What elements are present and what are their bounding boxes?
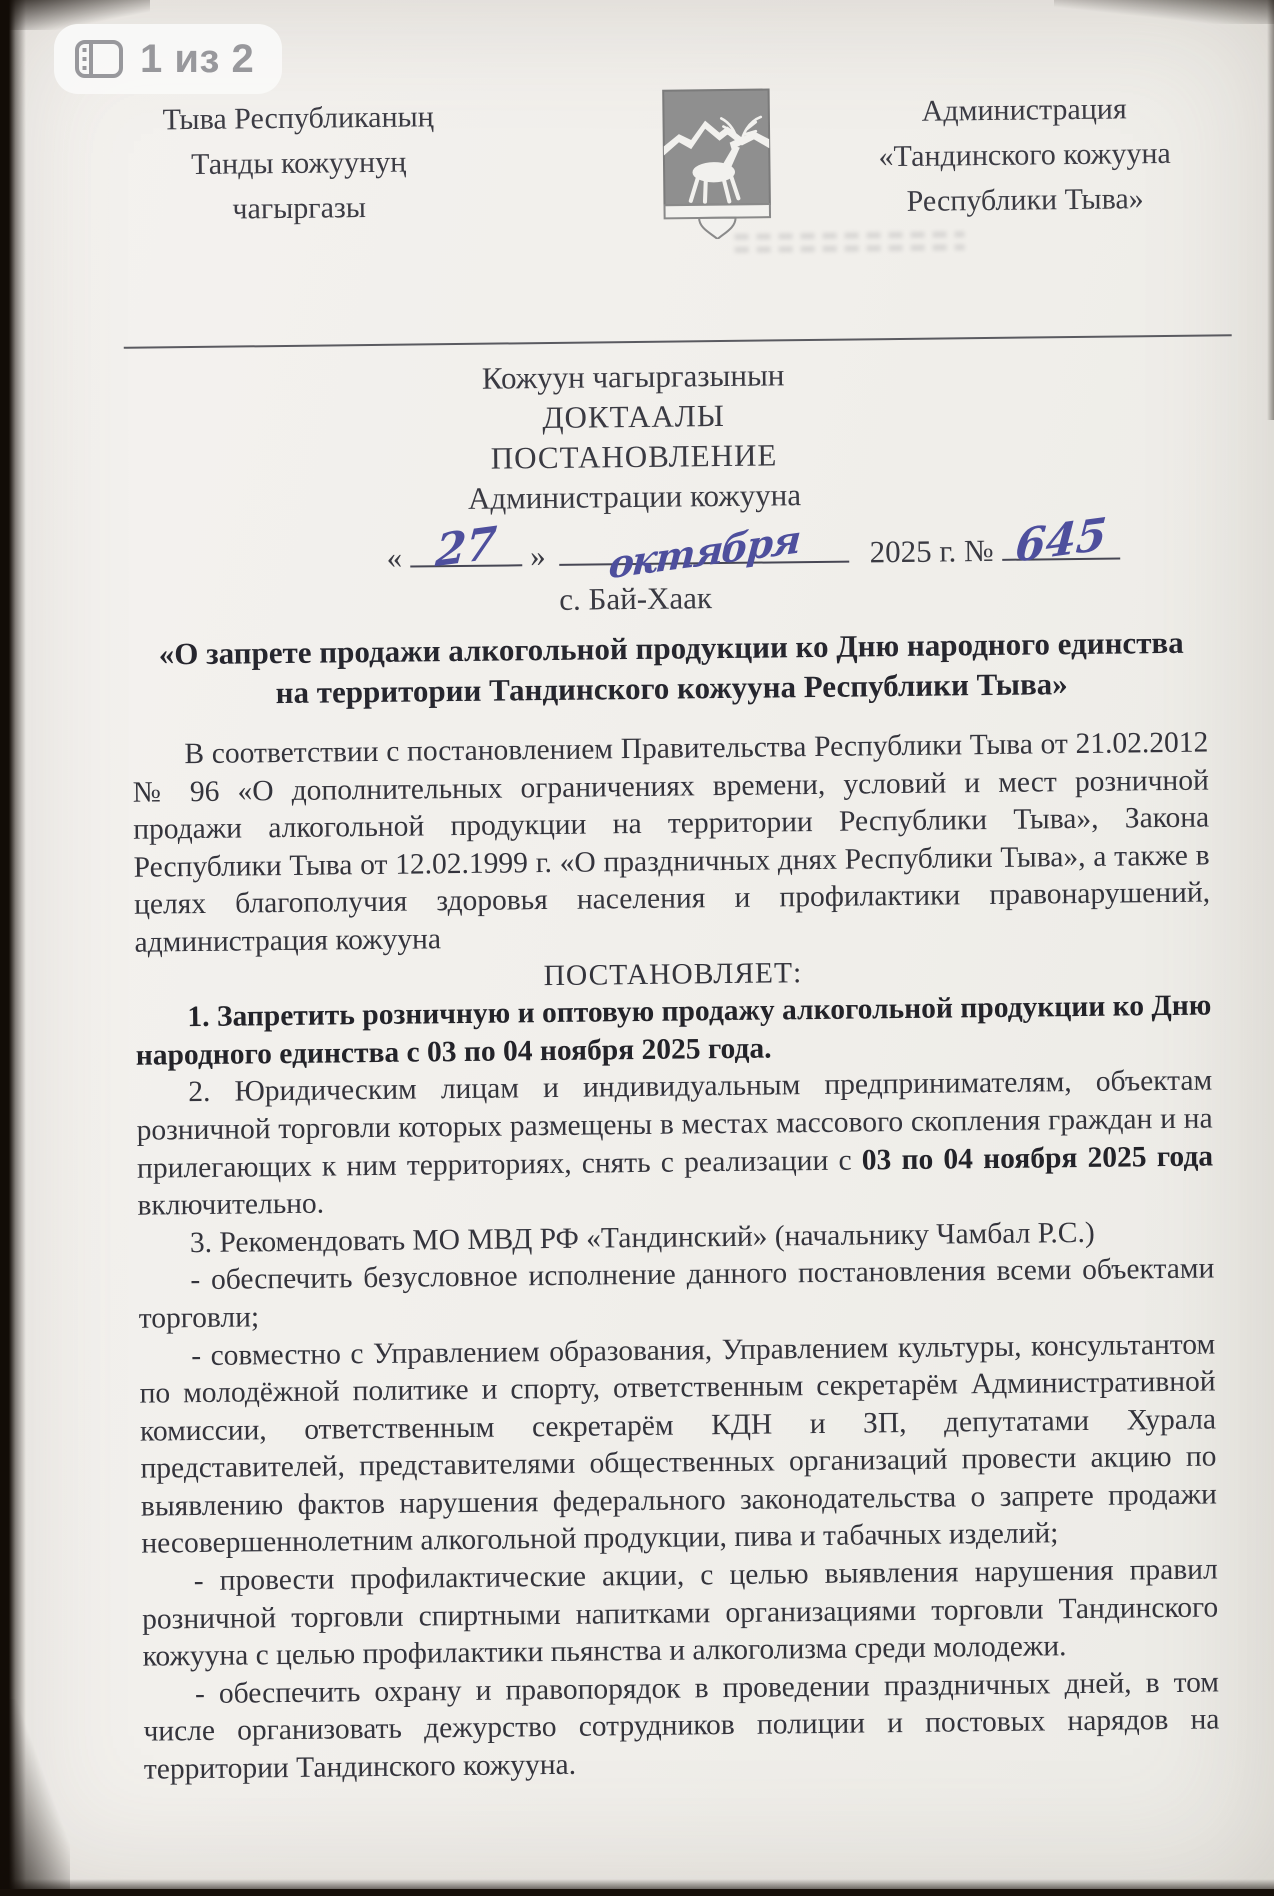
open-quote: «: [386, 539, 403, 575]
item-1: 1. Запретить розничную и оптовую продажу алкогольной продукции ко Дню народного единства с 03 по 04 ноября 2025 года.: [135, 989, 1212, 1072]
subitem-3: - провести профилактические акции, с целью выявления нарушения правил розничной торговли спиртными напитками организациями торговли Тандинского кожууна с целью профилактики пьянства и алкоголизма среди молодежи.: [142, 1553, 1219, 1673]
year-number-label: 2025 г. №: [869, 532, 994, 570]
item-2: [136, 1063, 1214, 1226]
shield-point: [699, 218, 736, 240]
item-2-tail: включительно.: [137, 1187, 325, 1222]
day-blank: [410, 517, 522, 578]
document-body: [132, 725, 1220, 1790]
subitem-1: - обеспечить безусловное исполнение данного постановления всеми объектами торговли;: [138, 1252, 1215, 1335]
doc-type-russian: ПОСТАНОВЛЕНИЕ: [490, 437, 778, 476]
preamble-paragraph: В соответствии с постановлением Правительства Республики Тыва от 21.02.2012 № 96 «О дополнительных ограничениях времени, условий и мест розничной продажи алкогольной продукции на территории Республики Тыва», Закона Республики Тыва от 12.02.1999 г. «О праздничных днях Республики Тыва», а также в целях благополучия здоровья населения и профилактики правонарушений, администрация кожууна: [132, 726, 1211, 959]
number-blank: [1001, 508, 1119, 573]
handwritten-day: 27: [433, 517, 499, 578]
close-quote: »: [529, 538, 546, 574]
item-2-text: 2. Юридическим лицам и индивидуальным предпринимателям, объектам розничной торговли которых размещены в местах массового скопления граждан и на прилегающих к ним территориях, снять с реализации с: [136, 1064, 1213, 1185]
letterhead-divider: [124, 334, 1232, 349]
issuer-line: Администрации кожууна: [467, 477, 802, 516]
letterhead-left-line1: Тыва Республиканың: [162, 100, 434, 137]
letterhead-right-russian: [829, 85, 1221, 224]
letterhead-left-line3: чагыргазы: [232, 191, 367, 226]
coat-of-arms-emblem: [658, 86, 776, 244]
place-line: с. Бай-Хаак: [559, 580, 713, 617]
photo-corner-bottom-left: [0, 1699, 70, 1889]
page-indicator-badge[interactable]: [54, 24, 282, 94]
letterhead-left-tuvan: [103, 94, 495, 233]
letterhead-right-line3: Республики Тыва»: [906, 182, 1144, 218]
shield-field: [663, 90, 770, 206]
subitem-2: - совместно с Управлением образования, Управлением культуры, консультантом по молодёжной политике и спорту, ответственным секретарём Административной комиссии, ответственным секретарём КДН и ЗП, депутатами Хурала представителей, представителями общественных организаций провести акцию по выявлению фактов нарушения федерального законодательства о запрете продажи несовершеннолетним алкогольной продукции, пива и табачных изделий;: [139, 1327, 1218, 1561]
doc-type-tuvan: ДОКТААЛЫ: [542, 397, 725, 436]
item-3: 3. Рекомендовать МО МВД РФ «Тандинский» (начальнику Чамбал Р.С.): [189, 1216, 1095, 1259]
item-2-bold-dates: 03 по 04 ноября 2025 года: [861, 1140, 1214, 1177]
org-line: Кожуун чагыргазынын: [481, 357, 785, 396]
thumbnails-icon: [74, 39, 124, 79]
photo-edge-left: [0, 0, 26, 1889]
letterhead-right-line2: «Тандинского кожууна: [878, 136, 1171, 174]
title-line1: «О запрете продажи алкогольной продукции ко Дню народного единства: [158, 624, 1184, 672]
shield-base: [664, 204, 770, 218]
handwritten-number: 645: [1013, 508, 1109, 573]
page-indicator-label: 1 из 2: [140, 36, 255, 81]
date-number-line: [116, 508, 1274, 588]
faded-stamp-marks: [734, 224, 964, 267]
photo-edge-bottom: [0, 1879, 1274, 1889]
document-heading: [0, 350, 1272, 524]
month-blank: [559, 516, 849, 588]
photo-edge-right: [1267, 0, 1274, 420]
letterhead-right-line1: Администрация: [921, 92, 1127, 128]
document-title: [119, 622, 1224, 715]
subitem-4: - обеспечить охрану и правопорядок в проведении праздничных дней, в том числе организовать дежурство сотрудников полиции и постовых нарядов на территории Тандинского кожууна.: [143, 1666, 1220, 1786]
resolves-line: ПОСТАНОВЛЯЕТ:: [543, 956, 803, 992]
handwritten-month: октября: [607, 516, 802, 588]
photo-corner-top-right: [1054, 0, 1274, 24]
letterhead-left-line2: Танды кожуунуң: [190, 145, 407, 182]
title-line2: на территории Тандинского кожууна Республики Тыва»: [275, 666, 1068, 711]
